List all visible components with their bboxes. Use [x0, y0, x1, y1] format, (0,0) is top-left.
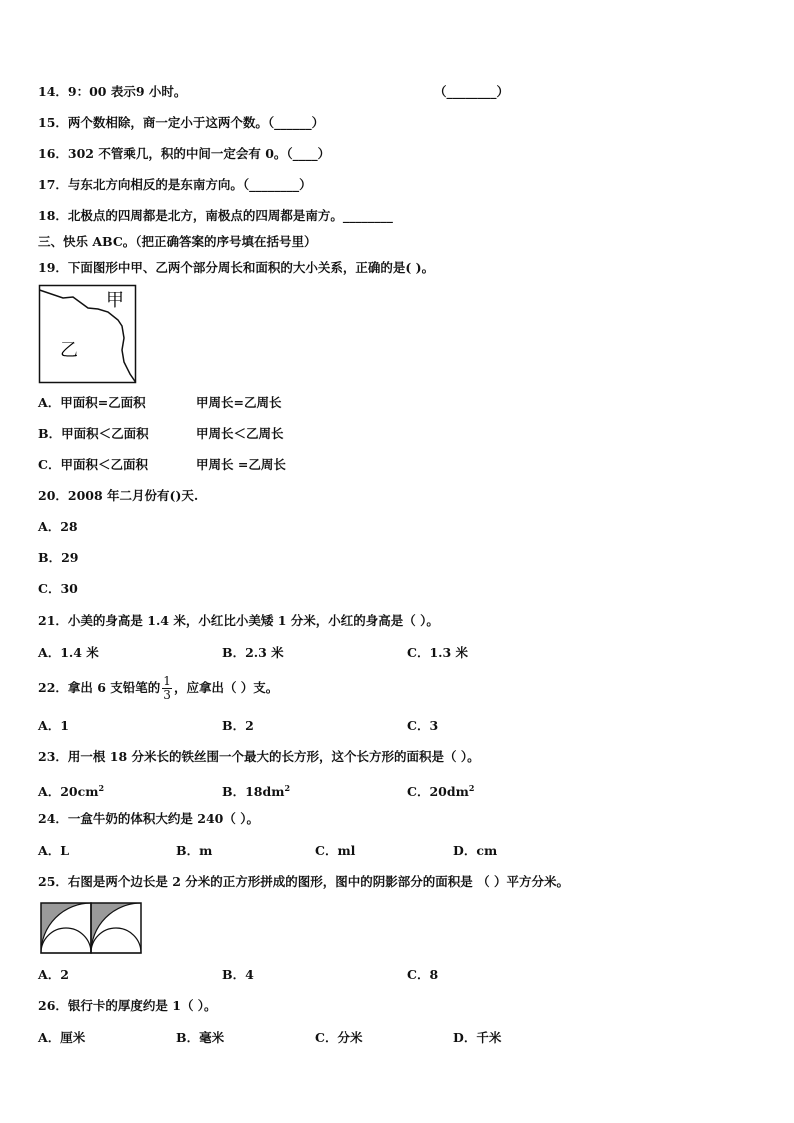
question-15: 15．两个数相除，商一定小于这两个数。（______） — [38, 115, 325, 130]
q26-option-d[interactable]: D．千米 — [453, 1030, 502, 1045]
q21-option-c[interactable]: C．1.3 米 — [407, 645, 469, 660]
q24-option-a[interactable]: A．L — [38, 843, 69, 858]
question-19: 19．下面图形中甲、乙两个部分周长和面积的大小关系，正确的是( )。 — [38, 260, 435, 275]
question-22 — [38, 672, 278, 704]
q24-option-d[interactable]: D．cm — [453, 843, 498, 858]
q23-option-b[interactable]: B．$18dm^2$ — [222, 783, 291, 800]
q20-option-b[interactable]: B．29 — [38, 550, 79, 565]
q23-option-c[interactable]: C．$20dm^2$ — [407, 783, 475, 800]
q22-fraction-denominator: 3 — [163, 688, 171, 702]
question-14-blank[interactable]: （________） — [434, 84, 510, 99]
q20-option-a[interactable]: A．28 — [38, 519, 78, 534]
question-14: 14．9：00 表示9 小时。 — [38, 84, 187, 99]
q21-option-b[interactable]: B．2.3 米 — [222, 645, 284, 660]
q19-option-b[interactable]: B．甲面积＜乙面积 — [38, 426, 149, 441]
question-26: 26．银行卡的厚度约是 1（ ）。 — [38, 998, 217, 1013]
q26-option-c[interactable]: C．分米 — [315, 1030, 363, 1045]
q22-option-a[interactable]: A．1 — [38, 718, 69, 733]
q25-option-b[interactable]: B．4 — [222, 967, 254, 982]
q24-option-b[interactable]: B．m — [176, 843, 213, 858]
q22-text-after: ，应拿出（ ）支。 — [173, 680, 279, 695]
q22-fraction-numerator: 1 — [163, 674, 171, 688]
q19-label-yi: 乙 — [60, 340, 78, 361]
question-24: 24．一盒牛奶的体积大约是 240（ ）。 — [38, 811, 259, 826]
q19-option-a[interactable]: A．甲面积=乙面积 — [38, 395, 146, 410]
q23-option-a[interactable]: A．$20cm^2$ — [38, 783, 105, 800]
q19-option-a-extra: 甲周长=乙周长 — [196, 395, 282, 410]
question-21: 21．小美的身高是 1.4 米，小红比小美矮 1 分米，小红的身高是（ ）。 — [38, 613, 439, 628]
q25-figure — [40, 902, 144, 955]
q22-option-b[interactable]: B．2 — [222, 718, 254, 733]
q19-label-jia: 甲 — [106, 290, 124, 311]
q19-option-c-extra: 甲周长 =乙周长 — [196, 457, 286, 472]
q22-fraction — [162, 675, 172, 702]
q20-option-c[interactable]: C．30 — [38, 581, 78, 596]
q19-figure — [38, 284, 138, 385]
q22-option-c[interactable]: C．3 — [407, 718, 439, 733]
q25-option-a[interactable]: A．2 — [38, 967, 69, 982]
q21-option-a[interactable]: A．1.4 米 — [38, 645, 99, 660]
q26-option-b[interactable]: B．毫米 — [176, 1030, 225, 1045]
q19-option-b-extra: 甲周长＜乙周长 — [196, 426, 284, 441]
question-20: 20．2008 年二月份有()天. — [38, 488, 199, 503]
q22-text-before: 22．拿出 6 支铅笔的 — [38, 680, 161, 695]
section-3-heading: 三、快乐 ABC。（把正确答案的序号填在括号里） — [38, 234, 317, 249]
question-16: 16．302 不管乘几，积的中间一定会有 0。（____） — [38, 146, 331, 161]
q26-option-a[interactable]: A．厘米 — [38, 1030, 86, 1045]
question-17: 17．与东北方向相反的是东南方向。（________） — [38, 177, 312, 192]
q19-option-c[interactable]: C．甲面积＜乙面积 — [38, 457, 148, 472]
question-23: 23．用一根 18 分米长的铁丝围一个最大的长方形，这个长方形的面积是（ ）。 — [38, 749, 480, 764]
q24-option-c[interactable]: C．ml — [315, 843, 356, 858]
q25-option-c[interactable]: C．8 — [407, 967, 439, 982]
question-18: 18．北极点的四周都是北方，南极点的四周都是南方。________ — [38, 208, 393, 223]
question-25: 25．右图是两个边长是 2 分米的正方形拼成的图形，图中的阴影部分的面积是 （ ）平方分米。 — [38, 874, 570, 889]
